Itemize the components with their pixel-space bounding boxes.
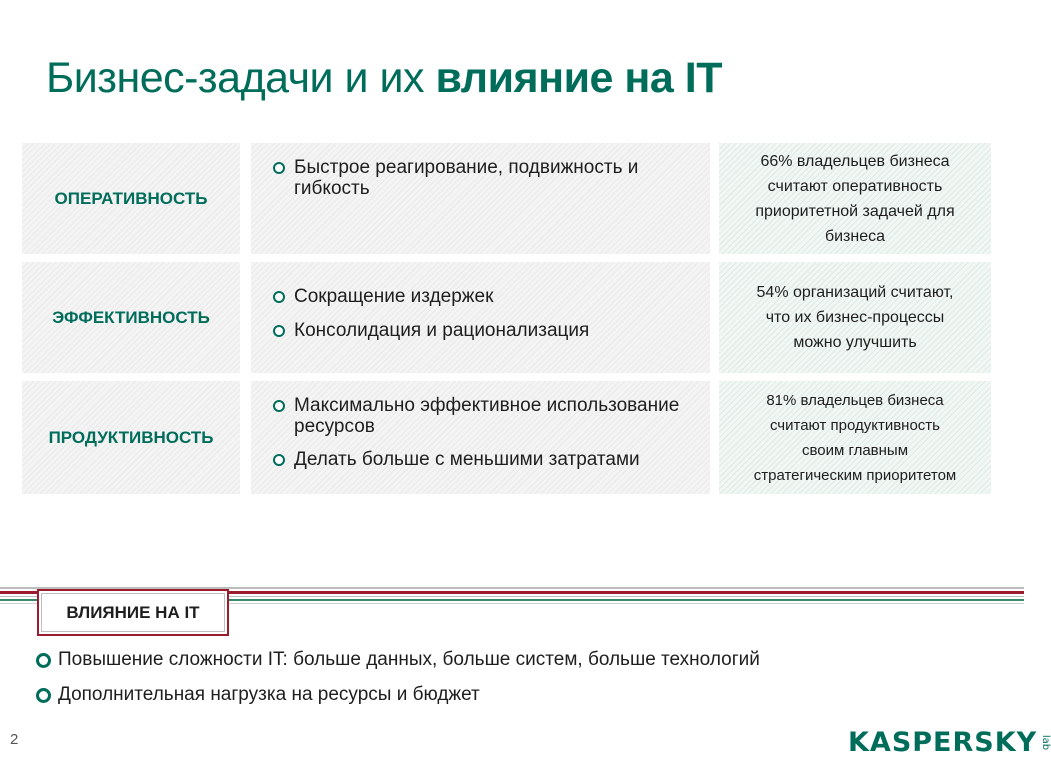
list-item: Дополнительная нагрузка на ресурсы и бюджет xyxy=(36,684,760,706)
list-item: Делать больше с меньшими затратами xyxy=(273,449,698,470)
stat-line: стратегическим приоритетом xyxy=(753,466,957,484)
stat-cell xyxy=(719,262,991,373)
stat-line: приоритетной задачей для xyxy=(755,202,955,220)
category-cell-produktivnost xyxy=(22,381,240,494)
list-item: Консолидация и рационализация xyxy=(273,320,698,341)
stat-cell xyxy=(719,143,991,254)
stat-line: бизнеса xyxy=(824,227,886,245)
bullet-ring-icon xyxy=(273,291,285,303)
stat-line: что их бизнес-процессы xyxy=(765,309,945,326)
bullets-cell xyxy=(251,262,710,373)
list-item: Быстрое реагирование, подвижность и гибкость xyxy=(273,157,698,199)
stat-line: 81% владельцев бизнеса xyxy=(766,391,944,409)
bullet-ring-icon xyxy=(273,400,285,412)
category-cell-operativnost xyxy=(22,143,240,254)
bullet-ring-icon xyxy=(273,162,285,174)
logo-wordmark: KASPERSKY xyxy=(848,727,1038,758)
bullet-ring-icon xyxy=(36,688,51,703)
category-label: ПРОДУКТИВНОСТЬ xyxy=(48,427,214,447)
slide-title: Бизнес-задачи и их влияние на IT xyxy=(46,54,722,102)
list-item: Максимально эффективное использование ресурсов xyxy=(273,395,698,437)
logo-suffix: lab xyxy=(1040,734,1051,751)
category-cell-effektivnost xyxy=(22,262,240,373)
stat-line: считают оперативность xyxy=(767,177,943,195)
page-number: 2 xyxy=(10,731,19,748)
bullets-cell xyxy=(251,381,710,494)
stat-line: считают продуктивность xyxy=(769,416,940,434)
stat-cell xyxy=(719,381,991,494)
bullet-ring-icon xyxy=(36,653,51,668)
bullets-cell xyxy=(251,143,710,254)
stat-line: своим главным xyxy=(801,441,909,459)
impact-list xyxy=(36,649,760,719)
category-label: ЭФФЕКТИВНОСТЬ xyxy=(52,307,210,327)
category-label: ОПЕРАТИВНОСТЬ xyxy=(54,188,208,208)
impact-heading: ВЛИЯНИЕ НА IT xyxy=(37,589,229,636)
bullet-ring-icon xyxy=(273,454,285,466)
bullet-ring-icon xyxy=(273,325,285,337)
list-item: Повышение сложности IT: больше данных, больше систем, больше технологий xyxy=(36,649,760,671)
list-item: Сокращение издержек xyxy=(273,286,698,307)
stat-line: 66% владельцев бизнеса xyxy=(760,152,950,170)
kaspersky-logo xyxy=(848,724,1051,758)
stat-line: можно улучшить xyxy=(793,334,917,351)
stat-line: 54% организаций считают, xyxy=(756,284,954,301)
